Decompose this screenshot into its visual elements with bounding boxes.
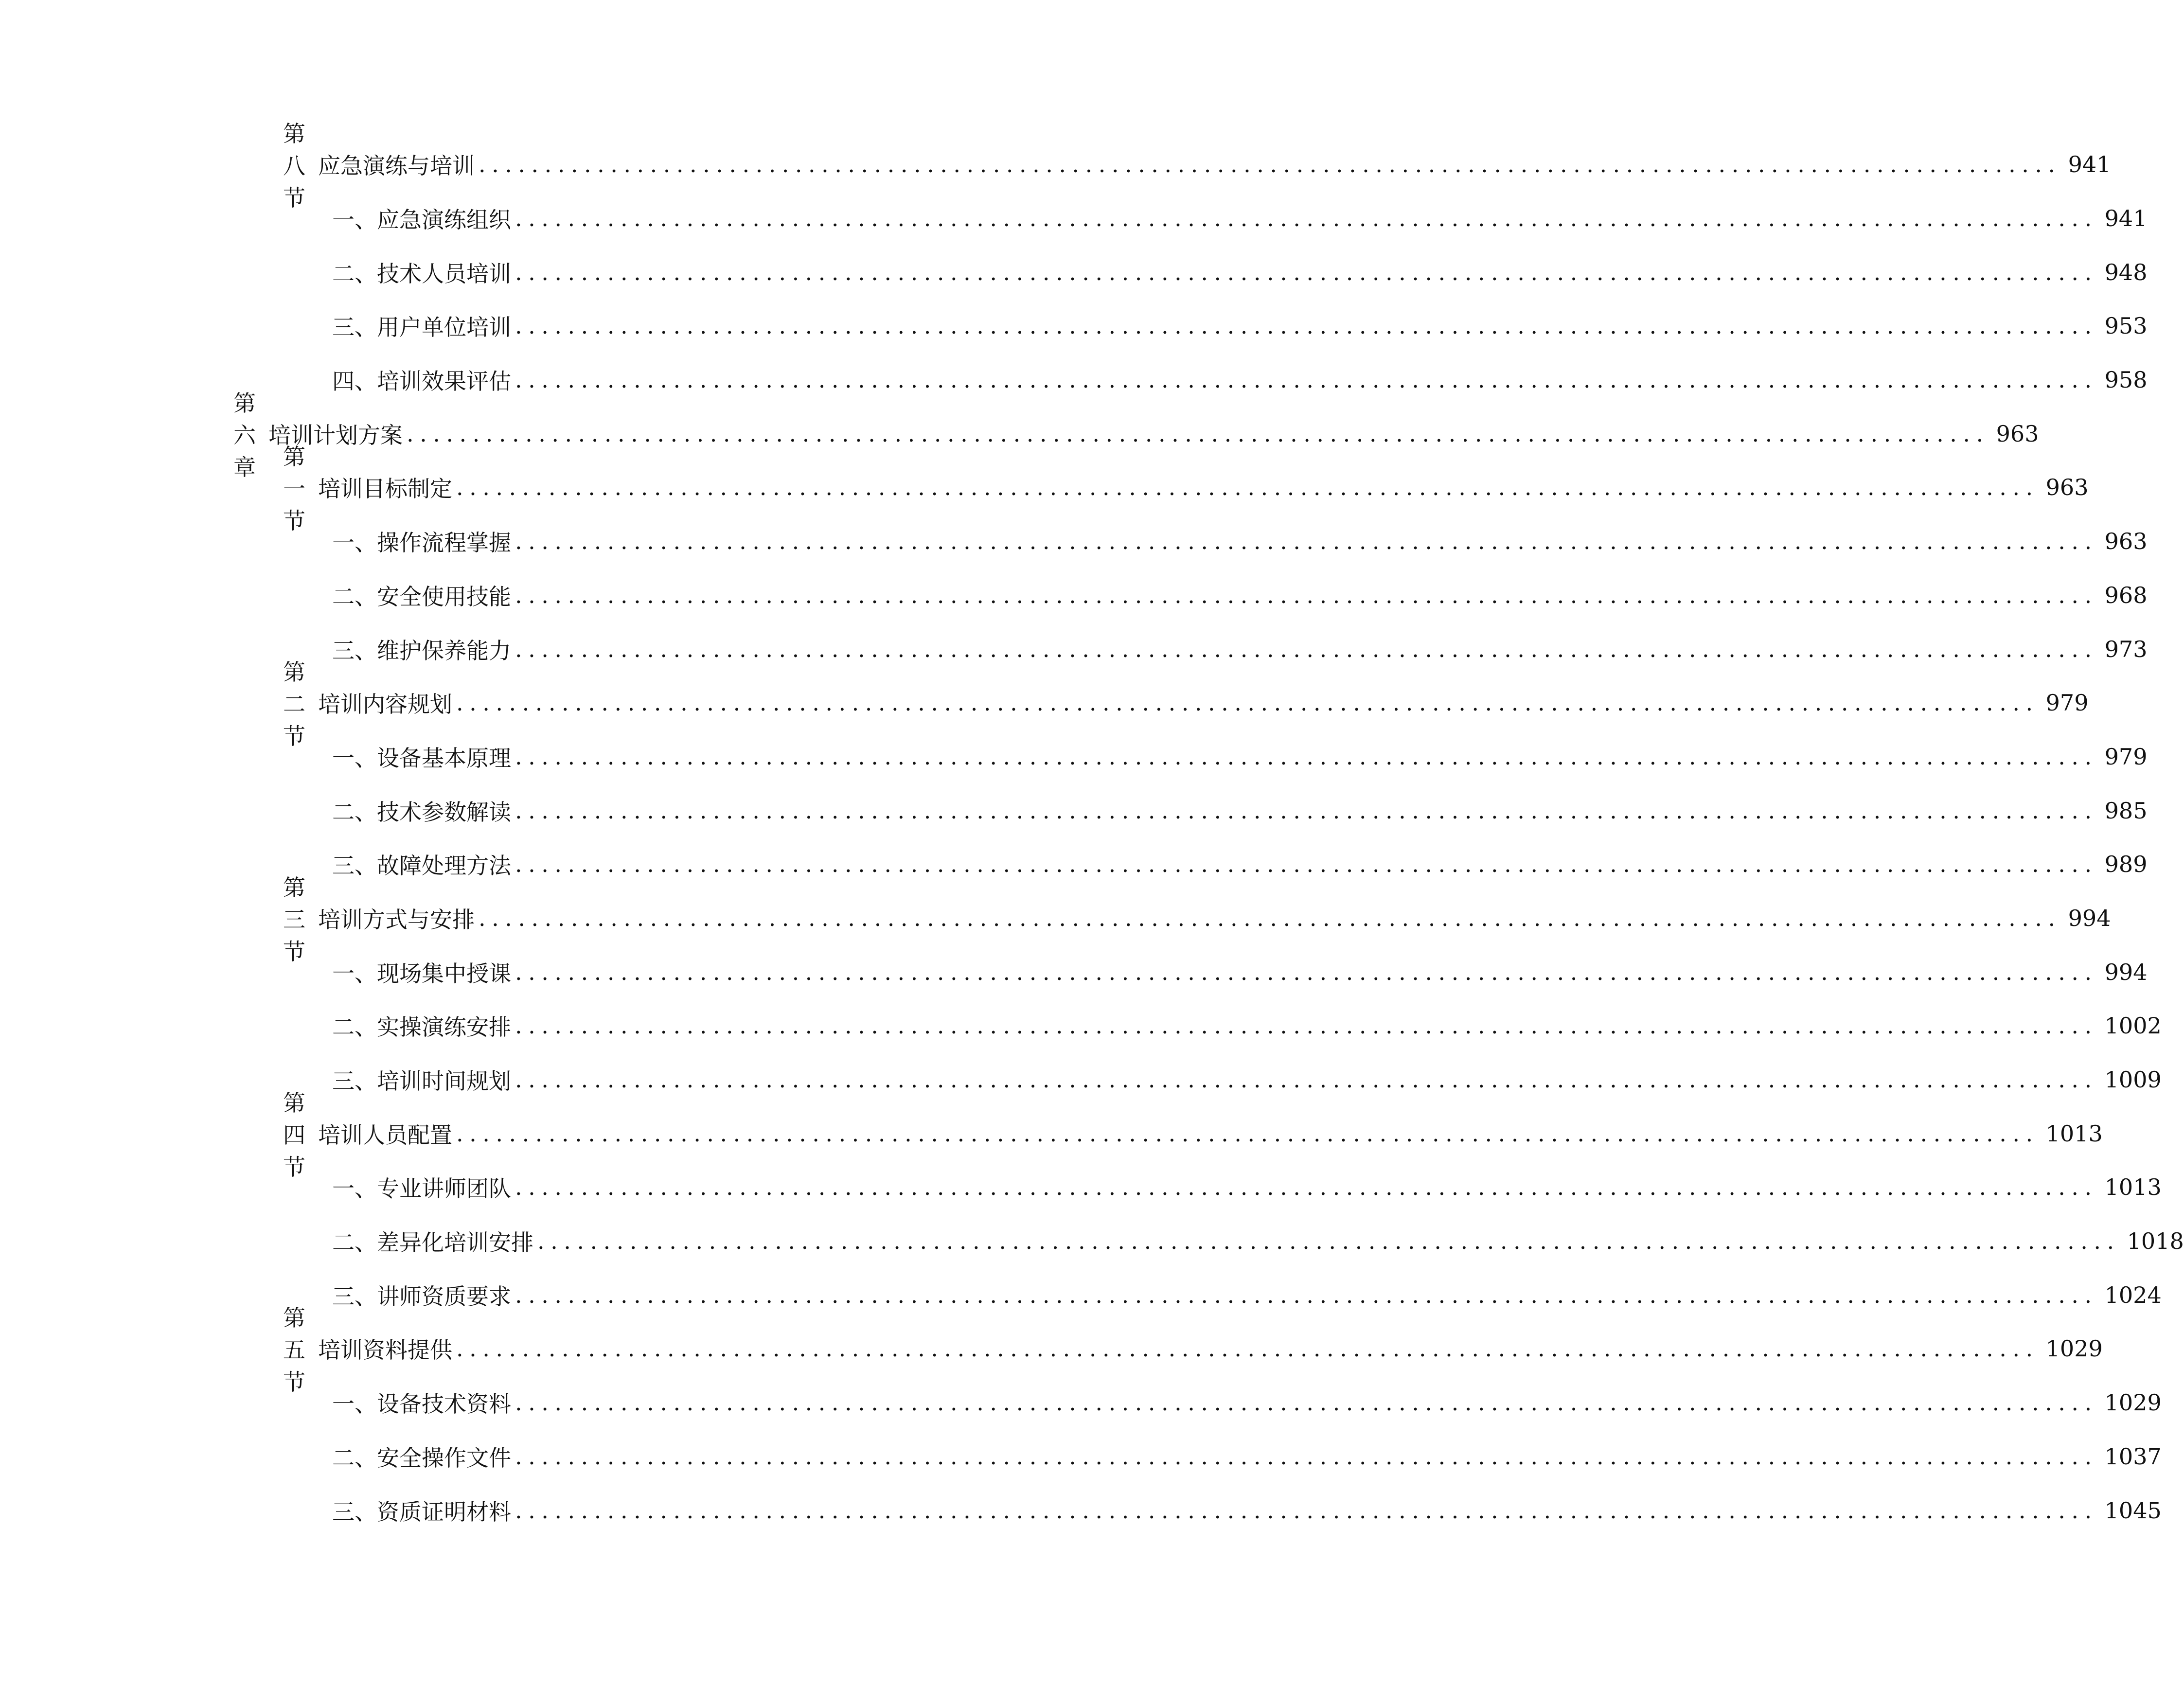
toc-entry-content <box>332 1440 2162 1473</box>
dot-leader: ........................................................................................................................ <box>456 1120 2039 1147</box>
dot-leader: ........................................................................................................................ <box>515 743 2098 770</box>
toc-entry-number: 二、 <box>332 1014 377 1041</box>
toc-entry-title: 用户单位培训 <box>377 314 511 341</box>
toc-entry-number: 三、 <box>332 1068 377 1095</box>
dot-leader: ........................................................................................................................ <box>515 1281 2098 1308</box>
dot-leader: ........................................................................................................................ <box>456 690 2039 716</box>
toc-entry-page: 979 <box>2045 690 2089 716</box>
toc-entry[interactable] <box>0 1305 2103 1396</box>
toc-entry-number: 一、 <box>332 530 377 556</box>
dot-leader: ........................................................................................................................ <box>515 1389 2098 1416</box>
toc-entry-number: 一、 <box>332 1175 377 1202</box>
toc-entry[interactable] <box>0 444 2089 534</box>
toc-entry[interactable] <box>0 1376 2162 1430</box>
toc-entry-content <box>332 795 2148 827</box>
toc-entry[interactable] <box>0 192 2148 246</box>
dot-leader: ........................................................................................................................ <box>515 1497 2098 1524</box>
toc-entry-title: 实操演练安排 <box>377 1014 511 1041</box>
toc-entry[interactable] <box>0 730 2148 784</box>
toc-entry-title: 培训人员配置 <box>318 1121 452 1148</box>
toc-entry-page: 1013 <box>2045 1120 2103 1147</box>
dot-leader: ........................................................................................................................ <box>515 636 2098 662</box>
dot-leader: ........................................................................................................................ <box>515 851 2098 878</box>
toc-entry-number: 三、 <box>332 637 377 664</box>
toc-entry-number: 三、 <box>332 314 377 341</box>
toc-entry[interactable] <box>0 121 2111 212</box>
toc-entry-page: 958 <box>2104 367 2148 393</box>
toc-entry-page: 1037 <box>2104 1443 2162 1470</box>
toc-entry[interactable] <box>0 569 2148 622</box>
dot-leader: ........................................................................................................................ <box>515 205 2098 232</box>
dot-leader: ........................................................................................................................ <box>515 528 2098 555</box>
toc-entry-number: 第八节 <box>283 121 305 212</box>
toc-entry-title: 现场集中授课 <box>377 960 511 987</box>
toc-entry-title: 技术参数解读 <box>377 799 511 825</box>
toc-entry-content <box>332 1494 2162 1527</box>
toc-entry-content <box>332 1171 2162 1203</box>
toc-entry-page: 1009 <box>2104 1066 2162 1093</box>
toc-entry[interactable] <box>0 999 2162 1053</box>
toc-entry-title: 培训方式与安排 <box>318 906 475 933</box>
toc-entry-page: 979 <box>2104 743 2148 770</box>
toc-entry-title: 资质证明材料 <box>377 1498 511 1525</box>
toc-entry-title: 差异化培训安排 <box>377 1229 533 1256</box>
dot-leader: ........................................................................................................................ <box>515 582 2098 608</box>
dot-leader: ........................................................................................................................ <box>515 1174 2098 1201</box>
toc-entry[interactable] <box>0 299 2148 353</box>
toc-entry-title: 维护保养能力 <box>377 637 511 664</box>
dot-leader: ........................................................................................................................ <box>537 1228 2120 1255</box>
dot-leader: ........................................................................................................................ <box>515 1013 2098 1039</box>
toc-entry-number: 三、 <box>332 853 377 879</box>
toc-entry-page: 1002 <box>2104 1013 2162 1039</box>
toc-entry-title: 设备基本原理 <box>377 745 511 771</box>
dot-leader: ........................................................................................................................ <box>515 313 2098 339</box>
toc-entry-page: 994 <box>2068 905 2111 931</box>
toc-entry-content <box>332 579 2148 611</box>
toc-entry-page: 1045 <box>2104 1497 2162 1524</box>
dot-leader: ........................................................................................................................ <box>515 1066 2098 1093</box>
toc-entry[interactable] <box>0 1483 2162 1537</box>
toc-entry-title: 培训目标制定 <box>318 476 452 502</box>
dot-leader: ........................................................................................................................ <box>479 905 2061 931</box>
toc-entry-page: 941 <box>2068 151 2111 178</box>
toc-entry-content <box>332 310 2148 342</box>
toc-entry-page: 1029 <box>2045 1335 2103 1362</box>
toc-entry-page: 994 <box>2104 959 2148 985</box>
toc-entry-title: 培训计划方案 <box>268 422 403 448</box>
toc-entry[interactable] <box>0 1430 2162 1484</box>
toc-entry-content <box>332 1386 2162 1419</box>
toc-entry-title: 操作流程掌握 <box>377 530 511 556</box>
toc-entry-content <box>332 202 2148 234</box>
toc-entry-page: 1013 <box>2104 1174 2162 1201</box>
toc-entry-number: 第一节 <box>283 444 305 534</box>
toc-entry-page: 953 <box>2104 313 2148 339</box>
toc-entry-number: 一、 <box>332 745 377 771</box>
toc-entry-page: 985 <box>2104 797 2148 824</box>
dot-leader: ........................................................................................................................ <box>515 959 2098 985</box>
toc-entry-title: 培训效果评估 <box>377 368 511 395</box>
toc-entry-number: 二、 <box>332 1229 377 1256</box>
toc-entry-number: 第五节 <box>283 1305 305 1396</box>
toc-entry[interactable] <box>0 945 2148 999</box>
toc-entry-number: 一、 <box>332 960 377 987</box>
toc-entry-page: 948 <box>2104 259 2148 285</box>
toc-entry-page: 1024 <box>2104 1281 2162 1308</box>
toc-entry-page: 941 <box>2104 205 2148 232</box>
toc-entry-number: 一、 <box>332 1391 377 1418</box>
toc-entry-number: 二、 <box>332 1444 377 1471</box>
toc-entry-title: 讲师资质要求 <box>377 1283 511 1310</box>
toc-entry-title: 应急演练组织 <box>377 207 511 233</box>
table-of-contents <box>0 121 2184 1537</box>
toc-entry-number: 第三节 <box>283 874 305 965</box>
toc-entry-title: 安全操作文件 <box>377 1444 511 1471</box>
toc-entry-page: 989 <box>2104 851 2148 878</box>
toc-entry[interactable] <box>0 874 2111 965</box>
dot-leader: ........................................................................................................................ <box>407 420 1989 447</box>
dot-leader: ........................................................................................................................ <box>515 259 2098 285</box>
toc-entry-number: 第六章 <box>233 390 256 480</box>
toc-entry-title: 应急演练与培训 <box>318 153 475 179</box>
toc-entry-title: 培训资料提供 <box>318 1337 452 1364</box>
toc-entry-title: 培训内容规划 <box>318 691 452 718</box>
toc-entry[interactable] <box>0 245 2148 299</box>
dot-leader: ........................................................................................................................ <box>456 1335 2039 1362</box>
toc-entry[interactable] <box>0 659 2089 750</box>
dot-leader: ........................................................................................................................ <box>479 151 2061 178</box>
toc-entry-title: 培训时间规划 <box>377 1068 511 1095</box>
toc-entry[interactable] <box>0 1214 2184 1268</box>
toc-entry-number: 三、 <box>332 1283 377 1310</box>
toc-entry-number: 二、 <box>332 260 377 287</box>
toc-entry-page: 973 <box>2104 636 2148 662</box>
toc-entry-content <box>332 956 2148 988</box>
toc-entry-title: 故障处理方法 <box>377 853 511 879</box>
toc-entry-page: 963 <box>2045 474 2089 501</box>
toc-entry[interactable] <box>0 783 2148 837</box>
toc-entry-content <box>332 525 2148 557</box>
toc-entry-content <box>332 1010 2162 1042</box>
dot-leader: ........................................................................................................................ <box>515 1443 2098 1470</box>
toc-entry[interactable] <box>0 1089 2103 1180</box>
toc-entry-title: 设备技术资料 <box>377 1391 511 1418</box>
toc-entry-number: 第二节 <box>283 659 305 750</box>
toc-entry-page: 1029 <box>2104 1389 2162 1416</box>
toc-entry[interactable] <box>0 1160 2162 1214</box>
toc-entry-number: 四、 <box>332 368 377 395</box>
toc-entry-number: 三、 <box>332 1498 377 1525</box>
toc-entry-number: 二、 <box>332 583 377 610</box>
toc-entry-title: 专业讲师团队 <box>377 1175 511 1202</box>
toc-entry-content <box>332 256 2148 288</box>
toc-entry[interactable] <box>0 515 2148 569</box>
toc-entry-title: 安全使用技能 <box>377 583 511 610</box>
dot-leader: ........................................................................................................................ <box>515 367 2098 393</box>
toc-entry-title: 技术人员培训 <box>377 260 511 287</box>
toc-entry-content <box>332 741 2148 773</box>
toc-entry-content <box>332 1225 2184 1257</box>
toc-entry-page: 963 <box>1996 420 2039 447</box>
toc-entry-number: 二、 <box>332 799 377 825</box>
toc-entry-number: 一、 <box>332 207 377 233</box>
dot-leader: ........................................................................................................................ <box>515 797 2098 824</box>
toc-entry-page: 1018 <box>2127 1228 2184 1255</box>
toc-entry-number: 第四节 <box>283 1089 305 1180</box>
dot-leader: ........................................................................................................................ <box>456 474 2039 501</box>
toc-entry-page: 968 <box>2104 582 2148 608</box>
toc-entry-page: 963 <box>2104 528 2148 555</box>
